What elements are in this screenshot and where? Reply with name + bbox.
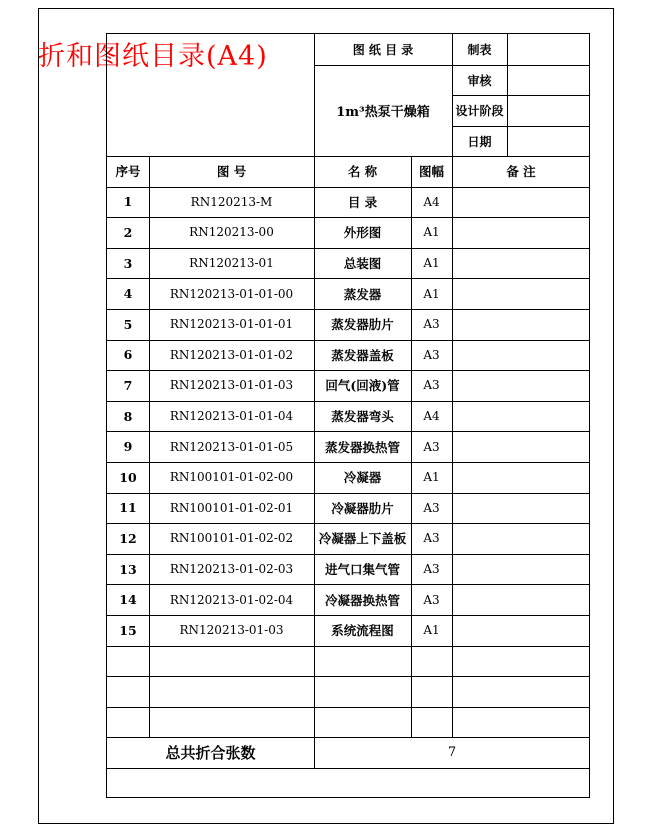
col-note-header: 备 注 xyxy=(506,164,536,180)
row-no: 7 xyxy=(123,377,133,393)
row-note xyxy=(452,278,590,309)
field-label-3: 日期 xyxy=(467,134,492,149)
row-no xyxy=(107,707,149,738)
row-note xyxy=(452,584,590,615)
row-drawing-no: RN120213-01-02-04 xyxy=(169,592,294,607)
row-no: 14 xyxy=(119,592,137,608)
row-size: A3 xyxy=(423,592,440,607)
row-no: 8 xyxy=(123,408,133,424)
row-drawing-no: RN120213-01-01-00 xyxy=(169,286,294,301)
row-size xyxy=(411,707,452,738)
row-size: A1 xyxy=(423,623,440,638)
row-name xyxy=(314,707,411,738)
row-size xyxy=(411,676,452,707)
row-name: 冷凝器肋片 xyxy=(331,500,394,516)
field-label-0: 制表 xyxy=(467,43,492,57)
row-name: 外形图 xyxy=(343,225,382,241)
column-divider xyxy=(314,156,315,737)
row-name: 系统流程图 xyxy=(331,623,394,639)
field-value-0 xyxy=(507,34,590,65)
row-note xyxy=(452,493,590,524)
row-size: A3 xyxy=(423,347,440,362)
column-divider xyxy=(411,156,412,737)
col-drawing-no-header: 图 号 xyxy=(216,164,247,180)
row-size: A3 xyxy=(423,317,440,332)
row-drawing-no: RN120213-01-01-03 xyxy=(169,378,294,393)
catalog-label: 图 纸 目 录 xyxy=(352,43,414,57)
row-note xyxy=(452,646,590,677)
row-drawing-no: RN120213-01-01-01 xyxy=(169,317,294,332)
col-size-header: 图幅 xyxy=(418,164,444,180)
row-drawing-no: RN120213-01-01-04 xyxy=(169,409,294,424)
row-no: 9 xyxy=(123,439,133,455)
row-no: 13 xyxy=(119,561,137,577)
col-name-header: 名 称 xyxy=(347,164,378,180)
row-size: A4 xyxy=(423,194,440,209)
fold-title: 折和图纸目录(A4) xyxy=(38,41,268,72)
row-note xyxy=(452,217,590,248)
row-note xyxy=(452,309,590,340)
row-drawing-no: RN120213-M xyxy=(190,194,273,209)
catalog-sheet xyxy=(106,33,590,798)
row-size: A4 xyxy=(423,409,440,424)
row-no: 10 xyxy=(119,469,137,485)
row-name: 冷凝器换热管 xyxy=(324,592,400,608)
row-size: A1 xyxy=(423,256,440,271)
row-drawing-no: RN120213-01-01-05 xyxy=(169,439,294,454)
row-drawing-no: RN100101-01-02-02 xyxy=(169,531,294,546)
row-name: 蒸发器肋片 xyxy=(331,317,394,333)
total-label: 总共折合张数 xyxy=(165,744,256,763)
row-drawing-no: RN100101-01-02-00 xyxy=(169,470,294,485)
row-drawing-no xyxy=(149,676,314,707)
row-note xyxy=(452,370,590,401)
row-name: 总装图 xyxy=(343,256,382,272)
row-no xyxy=(107,646,149,677)
row-size: A3 xyxy=(423,562,440,577)
field-label-1: 审核 xyxy=(467,73,492,88)
row-name: 蒸发器弯头 xyxy=(331,409,394,425)
row-size: A1 xyxy=(423,286,440,301)
row-no: 6 xyxy=(123,347,133,363)
row-drawing-no: RN120213-01-02-03 xyxy=(169,562,294,577)
row-note xyxy=(452,401,590,432)
row-drawing-no: RN120213-01-01-02 xyxy=(169,347,294,362)
row-size: A1 xyxy=(423,225,440,240)
field-value-3 xyxy=(507,126,590,156)
row-note xyxy=(452,676,590,707)
row-note xyxy=(452,248,590,279)
row-name: 蒸发器 xyxy=(343,286,382,302)
row-note xyxy=(452,340,590,371)
row-note xyxy=(452,615,590,646)
row-no: 1 xyxy=(123,194,133,210)
row-no: 12 xyxy=(119,530,137,546)
row-name: 冷凝器上下盖板 xyxy=(318,531,407,547)
row-size: A3 xyxy=(423,439,440,454)
row-no: 15 xyxy=(119,622,137,638)
row-name: 蒸发器换热管 xyxy=(324,439,400,455)
row-name: 进气口集气管 xyxy=(324,562,400,578)
row-size: A3 xyxy=(423,500,440,515)
row-no: 11 xyxy=(119,500,137,516)
footer-line xyxy=(107,768,590,769)
total-value: 7 xyxy=(447,745,457,761)
row-drawing-no: RN120213-01-03 xyxy=(179,623,284,638)
row-size: A3 xyxy=(423,531,440,546)
row-drawing-no xyxy=(149,707,314,738)
row-name: 回气(回液)管 xyxy=(325,378,400,394)
col-no-header: 序号 xyxy=(115,164,141,180)
row-name: 目 录 xyxy=(347,194,378,210)
field-value-1 xyxy=(507,65,590,95)
row-note xyxy=(452,187,590,218)
field-value-2 xyxy=(507,95,590,126)
row-note xyxy=(452,462,590,493)
row-name: 冷凝器 xyxy=(343,470,382,486)
column-divider xyxy=(149,156,150,737)
row-size: A1 xyxy=(423,470,440,485)
row-size xyxy=(411,646,452,677)
row-note xyxy=(452,523,590,554)
column-divider xyxy=(452,156,453,737)
row-drawing-no: RN120213-00 xyxy=(189,225,274,240)
row-drawing-no: RN100101-01-02-01 xyxy=(169,500,294,515)
row-note xyxy=(452,707,590,738)
row-name xyxy=(314,676,411,707)
row-size: A3 xyxy=(423,378,440,393)
row-note xyxy=(452,554,590,585)
row-name xyxy=(314,646,411,677)
row-no: 3 xyxy=(123,255,133,271)
row-no: 5 xyxy=(123,316,133,332)
row-name: 蒸发器盖板 xyxy=(331,347,394,363)
row-no: 2 xyxy=(123,224,133,240)
product-name: 1m³热泵干燥箱 xyxy=(336,105,430,120)
row-no: 4 xyxy=(123,286,133,302)
field-label-2: 设计阶段 xyxy=(455,104,504,118)
row-drawing-no: RN120213-01 xyxy=(189,256,274,271)
row-drawing-no xyxy=(149,646,314,677)
row-note xyxy=(452,431,590,462)
row-no xyxy=(107,676,149,707)
